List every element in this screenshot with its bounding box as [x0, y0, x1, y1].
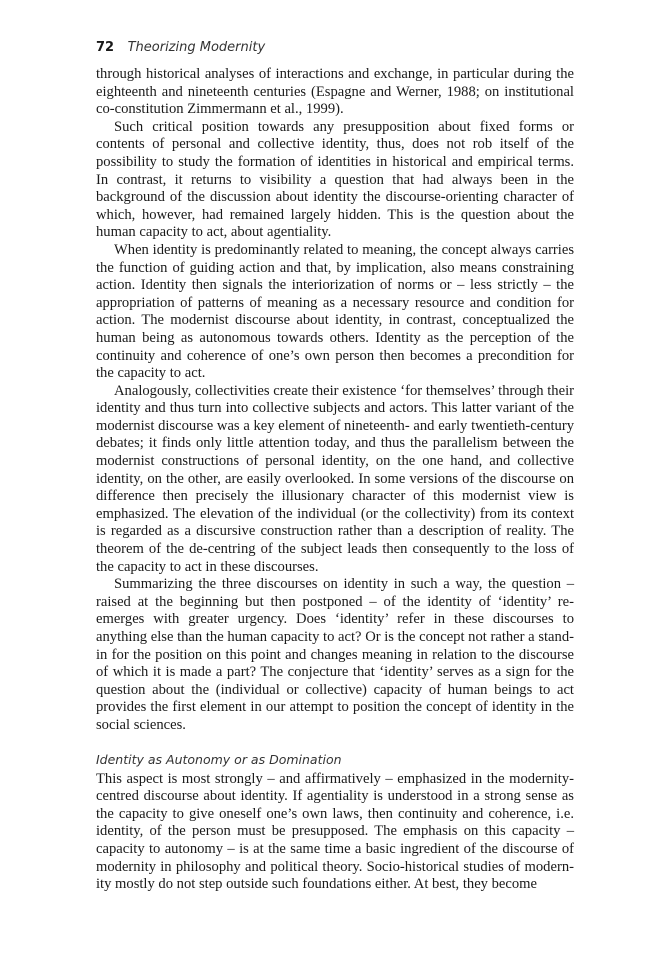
section-paragraph: This aspect is most strongly – and affirmatively – emphasized in the modernity-centred discourse about identity. If agentiality is understood in a strong sense as the capacity to give oneself one’s own laws, then continuity and coherence, i.e. identity, of the person must be presupposed. The emphasis on this capacity – capacity to autonomy – is at the same time a basic ingredient of the discourse of modernity in philosophy and political theory. Socio-historical studies of modernity mostly do not step outside such foundations either. At best, they become	[96, 770, 574, 893]
book-page	[96, 38, 574, 894]
running-head	[96, 38, 574, 60]
paragraph: Summarizing the three discourses on identity in such a way, the question – raised at the beginning but then postponed – of the identity of ‘identity’ re-emerges with greater urgency. Does ‘identity’ refer in these discourses to anything else than the human capacity to act? Or is the concept not rather a stand-in for the position on this point and changes meaning in relation to the discourse of which it is made a part? The conjecture that ‘identity’ serves as a sign for the question about the (individual or collective) capacity of human beings to act provides the first element in our attempt to position the concept of identity in the social sciences.	[96, 576, 574, 733]
page-number: 72	[96, 40, 115, 55]
paragraph: Such critical position towards any presupposition about fixed forms or contents of personal and collective identity, thus, does not rob itself of the possibility to study the formation of identities in historical and empirical terms. In contrast, it returns to visibility a question that had always been in the background of the discussion about identity the discourse-orienting character of which, however, had remained largely hidden. This is the question about the human capacity to act, about agentiality.	[96, 118, 574, 241]
paragraph: Analogously, collectivities create their existence ‘for themselves’ through their identity and thus turn into collective subjects and actors. This latter variant of the modernist discourse was a key element of nineteenth- and early twentieth-century debates; it finds only little attention today, and thus the parallelism between the modernist constructions of personal identity, on the one hand, and collective identity, on the other, are easily overlooked. In some versions of the discourse on difference then precisely the illusionary character of this modernist view is emphasized. The elevation of the individual (or the collectivity) from its context is regarded as a discursive construction rather than a description of reality. The theorem of the de-centring of the subject leads then consequently to the loss of the capacity to act in these discourses.	[96, 382, 574, 575]
section-heading: Identity as Autonomy or as Domination	[96, 751, 342, 767]
paragraph-continued: through historical analyses of interactions and exchange, in particular during the eighteenth and nineteenth centuries (Espagne and Werner, 1988; on institutional co-constitution Zimmermann et al., 1999).	[96, 66, 574, 118]
running-title: Theorizing Modernity	[127, 40, 266, 55]
paragraph: When identity is predominantly related to meaning, the concept always carries the function of guiding action and that, by implication, also means constraining action. Identity then signals the interiorization of norms or – less strictly – the appropriation of patterns of meaning as a necessary resource and condition for action. The modernist discourse about identity, in contrast, conceptualized the human being as autonomous towards others. Identity as the perception of the continuity and coherence of one’s own person then becomes a precondition for the capacity to act.	[96, 241, 574, 382]
